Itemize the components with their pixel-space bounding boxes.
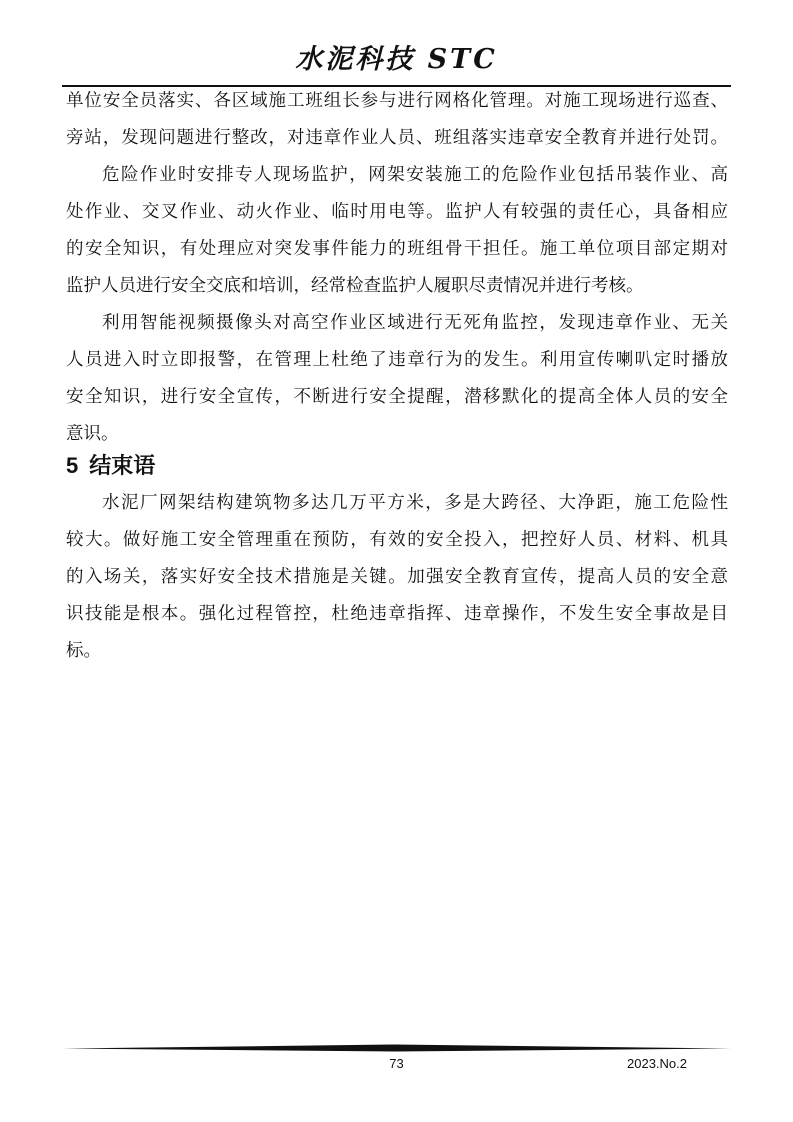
body-text-line: 利用智能视频摄像头对高空作业区域进行无死角监控，发现违章作业、无关 [102,312,728,332]
section-heading [66,447,728,484]
body-text-line: 水泥厂网架结构建筑物多达几万平方米，多是大跨径、大净距，施工危险性 [102,492,728,512]
article-body-closing [66,484,728,669]
body-text-line: 安全知识，进行安全宣传，不断进行安全提醒，潜移默化的提高全体人员的安全 [66,386,728,406]
page-number: 73 [389,1056,404,1071]
footer-rule [62,1044,731,1053]
body-text-line: 意识。 [66,423,119,443]
body-text-line: 标。 [66,640,101,660]
body-text-line: 人员进入时立即报警，在管理上杜绝了违章行为的发生。利用宣传喇叭定时播放 [66,349,728,369]
body-text-line: 旁站，发现问题进行整改，对违章作业人员、班组落实违章安全教育并进行处罚。 [66,127,728,147]
body-text-line: 单位安全员落实、各区域施工班组长参与进行网格化管理。对施工现场进行巡查、 [66,90,728,110]
body-text-line: 危险作业时安排专人现场监护，网架安装施工的危险作业包括吊装作业、高 [102,164,728,184]
body-text-line: 监护人员进行安全交底和培训，经常检查监护人履职尽责情况并进行考核。 [66,275,644,295]
article-body-upper [66,82,728,452]
journal-header-title: 水泥科技 STC [295,44,498,75]
section-number: 5 [66,453,79,478]
body-text-line: 识技能是根本。强化过程管控，杜绝违章指挥、违章操作，不发生安全事故是目 [66,603,728,623]
body-text-line: 较大。做好施工安全管理重在预防，有效的安全投入，把控好人员、材料、机具 [66,529,728,549]
body-text-line: 的安全知识，有处理应对突发事件能力的班组骨干担任。施工单位项目部定期对 [66,238,728,258]
body-text-line: 的入场关，落实好安全技术措施是关键。加强安全教育宣传，提高人员的安全意 [66,566,728,586]
section-title: 结束语 [89,453,156,478]
body-text-line: 处作业、交叉作业、动火作业、临时用电等。监护人有较强的责任心，具备相应 [66,201,728,221]
issue-number: 2023.No.2 [627,1056,687,1071]
